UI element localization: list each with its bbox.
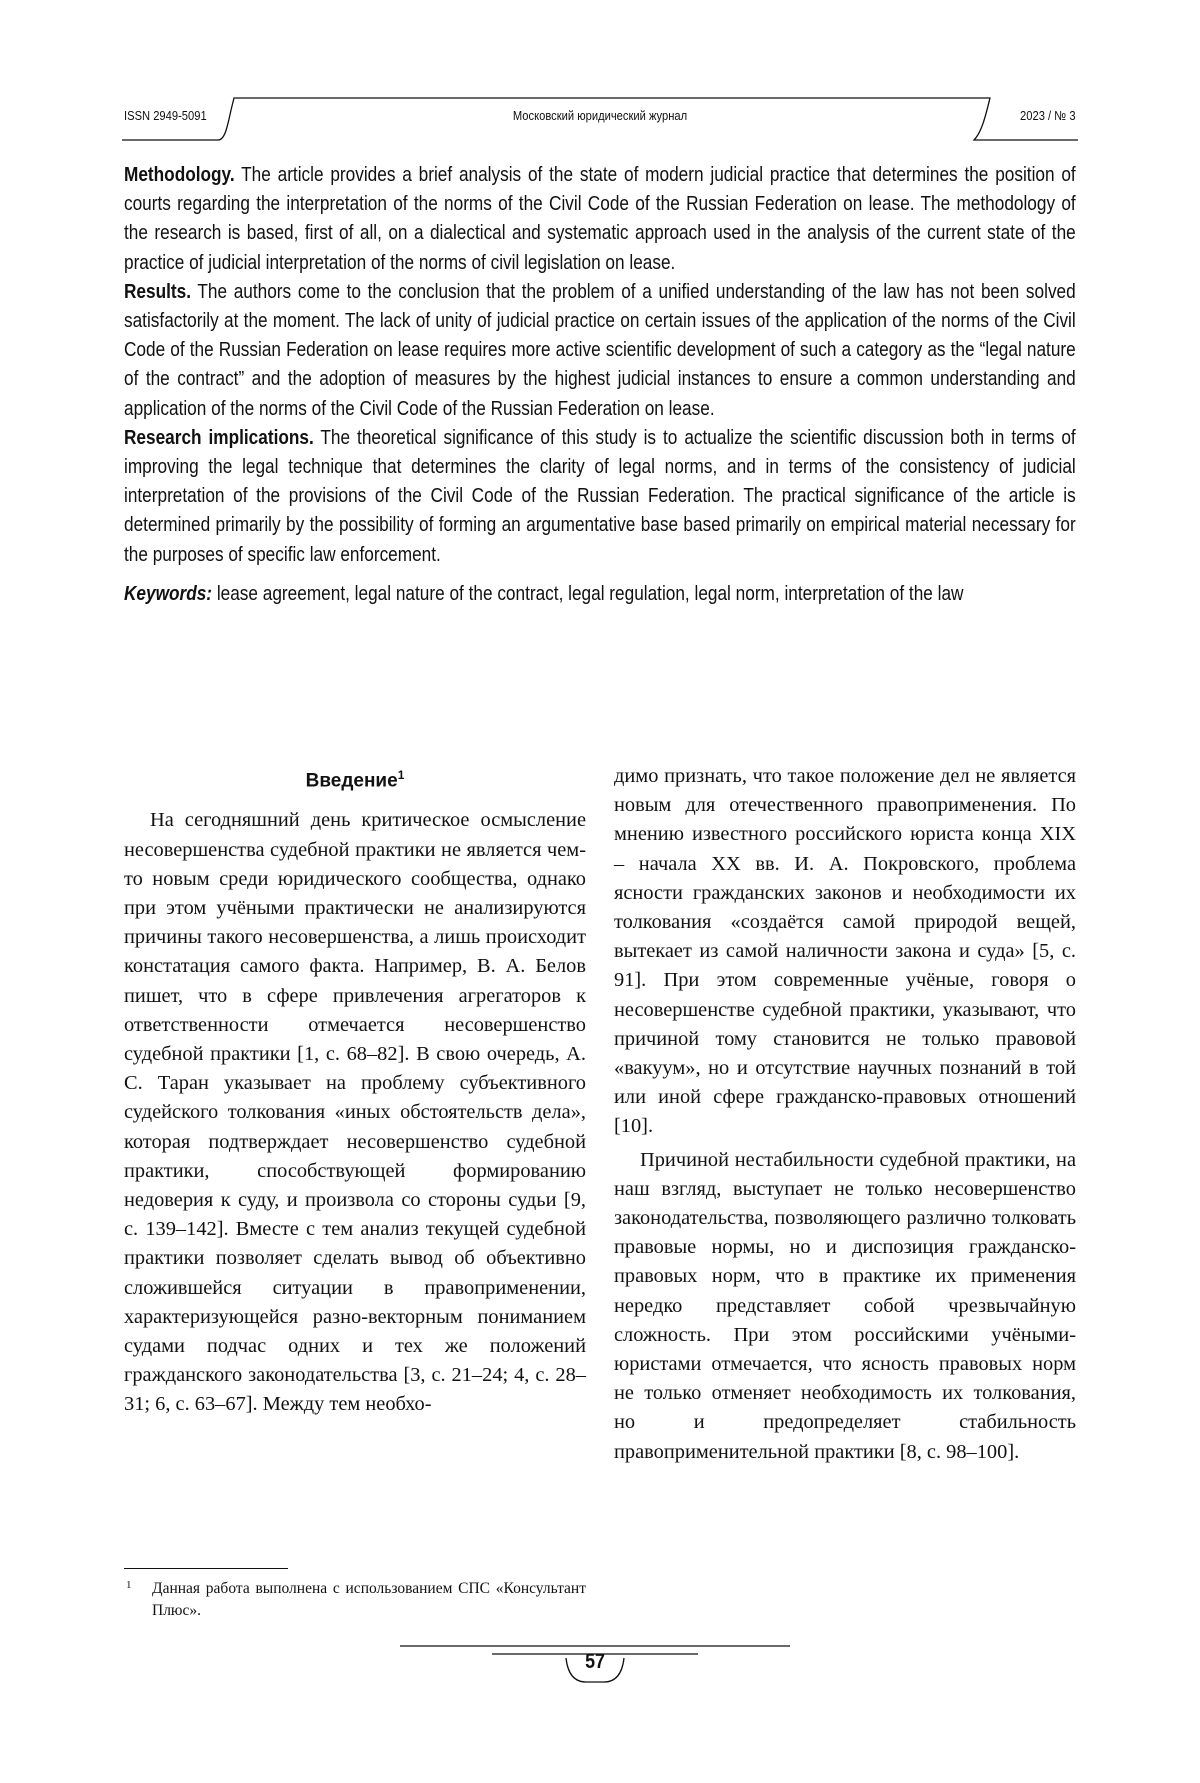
footnote-rule xyxy=(124,1568,288,1569)
section-title xyxy=(124,760,586,796)
keywords-label: Keywords: xyxy=(124,581,213,605)
results-paragraph xyxy=(124,277,1076,423)
body-column-right xyxy=(614,762,1076,1467)
footnote-text: Данная работа выполнена с использованием СПС «Консультант Плюс». xyxy=(152,1580,586,1619)
footnote-mark[interactable]: 1 xyxy=(397,768,405,782)
results-label: Results. xyxy=(124,279,191,303)
intro-paragraph-1-continued: димо признать, что такое положение дел не является новым для отечественного правоприменения. По мнению известного российского юриста конца XIX – начала XX вв. И. А. Покровского, проблема ясности гражданских законов и необходимости их толкования «создаётся самой природой вещей, вытекает из самой наличности закона и суда» [5, с. 91]. При этом современные учёные, говоря о несовершенстве судебной практики, указывают, что причиной тому становится не только правовой «вакуум», но и отсутствие научных познаний в той или иной сфере гражданско-правовых отношений [10]. xyxy=(614,765,1076,1138)
english-abstract xyxy=(124,160,1076,608)
section-title-text: Введение xyxy=(305,770,398,792)
journal-title: Московский юридический журнал xyxy=(512,108,688,123)
implications-label: Research implications. xyxy=(124,425,314,449)
body-column-left xyxy=(124,760,586,1420)
results-text: The authors come to the conclusion that the problem of a unified understanding of the law has not been solved satisfactorily at the moment. The lack of unity of judicial practice on certain issues of the application of the norms of the Civil Code of the Russian Federation on lease requires more active scientific development of such a category as the “legal nature of the contract” and the adoption of measures by the highest judicial instances to ensure a common understanding and application of the norms of the Civil Code of the Russian Federation on lease. xyxy=(124,279,1076,420)
intro-paragraph-2: Причиной нестабильности судебной практики, на наш взгляд, выступает не только несовершенство законодательства, позволяющего различно толковать правовые нормы, но и диспозиция гражданско-правовых норм, что в практике их применения нередко представляет собой чрезвычайную сложность. При этом российскими учёными-юристами отмечается, что ясность правовых норм не только отменяет необходимость их толкования, но и предопределяет стабильность правоприменительной практики [8, с. 98–100]. xyxy=(614,1148,1076,1463)
methodology-paragraph xyxy=(124,160,1076,277)
implications-text: The theoretical significance of this study is to actualize the scientific discussion both in terms of improving the legal technique that determines the clarity of legal norms, and in terms of the consistency of judicial interpretation of the provisions of the Civil Code of the Russian Federation. The practical significance of the article is determined primarily by the possibility of forming an argumentative base based primarily on empirical material necessary for the purposes of specific law enforcement. xyxy=(124,425,1076,566)
footnote-number: 1 xyxy=(126,1579,132,1591)
issn-label: ISSN 2949-5091 xyxy=(124,108,207,123)
intro-paragraph-1: На сегодняшний день критическое осмысление несовершенства судебной практики не является чем-то новым среди юридического сообщества, однако при этом учёными практически не анализируются причины такого несовершенства, а лишь происходит констатация самого факта. Например, В. А. Белов пишет, что в сфере привлечения агрегаторов к ответственности отмечается несовершенство судебной практики [1, с. 68–82]. В свою очередь, А. С. Таран указывает на проблему субъективного судейского толкования «иных обстоятельств дела», которая подтверждает несовершенство судебной практики, способствующей формированию недоверия к суду, и произвола со стороны судьи [9, с. 139–142]. Вместе с тем анализ текущей судебной практики позволяет сделать вывод об объективно сложившейся ситуации в правоприменении, характеризующейся разно-векторным пониманием судами подчас одних и тех же положений гражданского законодательства [3, с. 21–24; 4, с. 28–31; 6, с. 63–67]. Между тем необхо- xyxy=(124,809,586,1416)
footnote xyxy=(124,1578,586,1622)
page-folio xyxy=(400,1636,790,1696)
methodology-text: The article provides a brief analysis of the state of modern judicial practice that determines the position of courts regarding the interpretation of the norms of the Civil Code of the Russian Federation on lease. The methodology of the research is based, first of all, on a dialectical and systematic approach used in the analysis of the current state of the practice of judicial interpretation of the norms of civil legislation on lease. xyxy=(124,163,1076,274)
methodology-label: Methodology. xyxy=(124,163,235,186)
running-header xyxy=(122,96,1078,142)
implications-paragraph xyxy=(124,423,1076,569)
issue-label: 2023 / № 3 xyxy=(1020,108,1076,123)
keywords-text: lease agreement, legal nature of the contract, legal regulation, legal norm, interpretation of the law xyxy=(212,581,964,605)
keywords-paragraph xyxy=(124,579,1076,608)
page-number: 57 xyxy=(585,1650,605,1673)
